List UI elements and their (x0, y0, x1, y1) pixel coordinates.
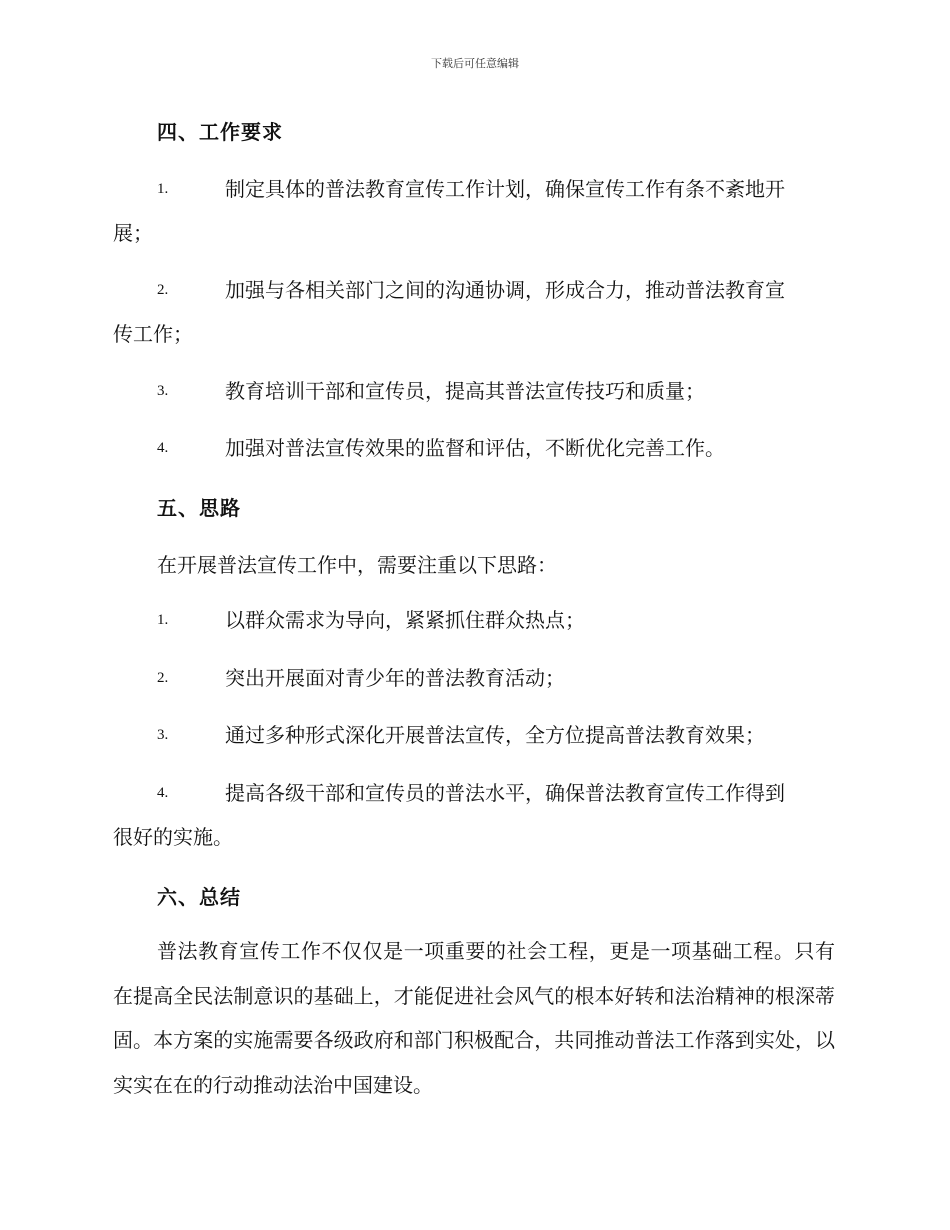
list-text: 以群众需求为导向，紧紧抓住群众热点； (225, 608, 585, 632)
list-number: 2. (157, 282, 169, 298)
section-intro: 在开展普法宣传工作中，需要注重以下思路： (157, 553, 557, 577)
list-text: 加强对普法宣传效果的监督和评估，不断优化完善工作。 (225, 436, 725, 460)
section-heading-requirements: 四、工作要求 (157, 120, 283, 144)
list-text-continued: 展； (113, 221, 153, 245)
list-text: 制定具体的普法教育宣传工作计划，确保宣传工作有条不紊地开 (225, 177, 785, 201)
list-text: 提高各级干部和宣传员的普法水平，确保普法教育宣传工作得到 (225, 781, 785, 805)
list-text: 教育培训干部和宣传员，提高其普法宣传技巧和质量； (225, 379, 705, 403)
list-text: 加强与各相关部门之间的沟通协调，形成合力，推动普法教育宣 (225, 278, 785, 302)
list-number: 4. (157, 440, 169, 456)
list-number: 3. (157, 383, 169, 399)
section-heading-approach: 五、思路 (157, 496, 241, 520)
list-number: 1. (157, 181, 169, 197)
list-number: 2. (157, 670, 169, 686)
section-heading-summary: 六、总结 (157, 885, 241, 909)
list-text-continued: 传工作； (113, 322, 193, 346)
list-number: 1. (157, 612, 169, 628)
summary-paragraph: 普法教育宣传工作不仅仅是一项重要的社会工程，更是一项基础工程。只有在提高全民法制意识的基础上，才能促进社会风气的根本好转和法治精神的根深蒂固。本方案的实施需要各级政府和部门积极配合，共同推动普法工作落到实处，以实实在在的行动推动法治中国建设。 (113, 939, 835, 1097)
list-number: 4. (157, 785, 169, 801)
list-text: 通过多种形式深化开展普法宣传，全方位提高普法教育效果； (225, 723, 765, 747)
list-number: 3. (157, 727, 169, 743)
page-header: 下载后可任意编辑 (431, 57, 519, 70)
list-text: 突出开展面对青少年的普法教育活动； (225, 666, 565, 690)
list-text-continued: 很好的实施。 (113, 825, 233, 849)
